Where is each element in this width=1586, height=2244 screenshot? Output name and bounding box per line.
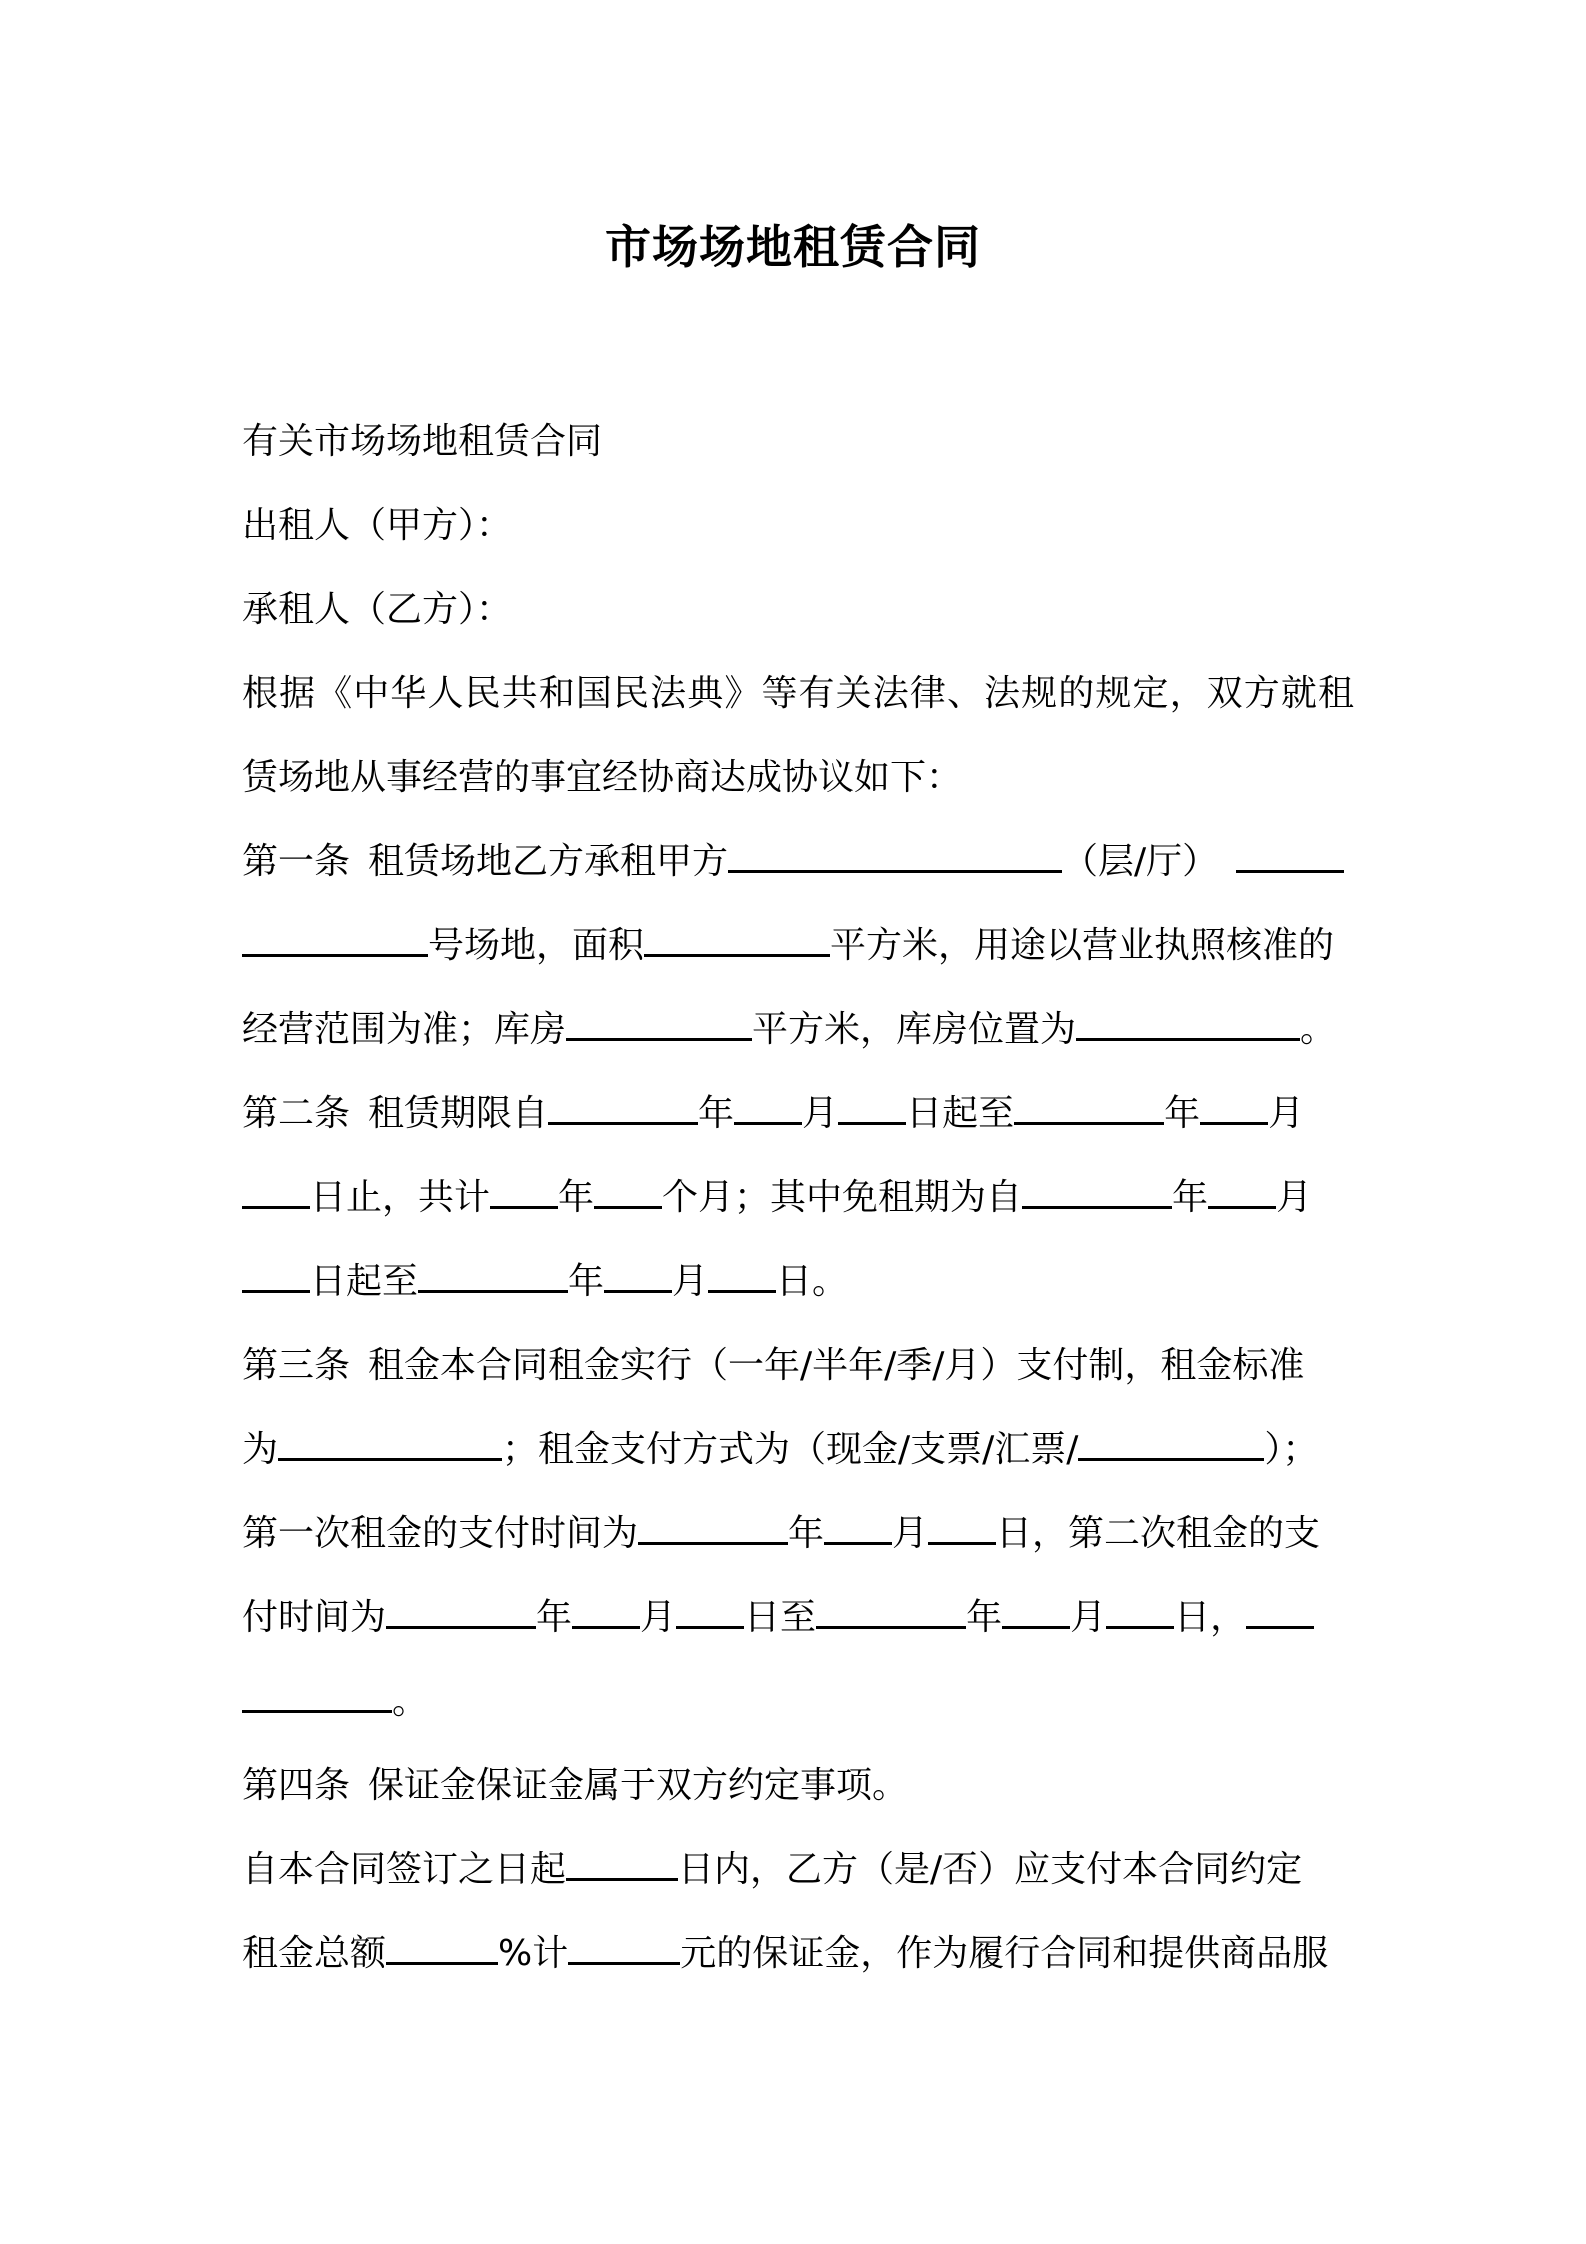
year-label: 年: [536, 1597, 573, 1638]
article-text: 为: [242, 1429, 279, 1470]
article2-line-1: [242, 1072, 1354, 1156]
blank-field: [816, 1602, 966, 1629]
article3-line-2: [242, 1408, 1354, 1492]
blank-field: [242, 1182, 310, 1209]
blank-field: [1236, 846, 1344, 873]
article-text: %计: [498, 1933, 569, 1974]
lessor-line: 出租人（甲方）：: [242, 505, 513, 546]
blank-field: [572, 1602, 640, 1629]
year-label: 年: [1164, 1093, 1201, 1134]
month-label: 月: [802, 1093, 839, 1134]
article-text: 平方米，库房位置为: [752, 1009, 1077, 1050]
article-text: 自本合同签订之日起: [242, 1849, 567, 1890]
document-body: [242, 400, 1354, 1996]
article-text: 日至: [744, 1597, 817, 1638]
blank-field: [638, 1518, 788, 1545]
blank-field: [594, 1182, 662, 1209]
article4-line-1: [242, 1744, 1354, 1828]
blank-field: [728, 846, 1062, 873]
blank-field: [1106, 1602, 1174, 1629]
article-label: 第一条: [242, 841, 351, 882]
article-text: 日，: [1174, 1597, 1247, 1638]
blank-field: [418, 1266, 568, 1293]
blank-field: [1246, 1602, 1314, 1629]
article1-line-3: [242, 988, 1354, 1072]
article2-line-3: [242, 1240, 1354, 1324]
blank-field: [490, 1182, 558, 1209]
article-text: 经营范围为准；库房: [242, 1009, 567, 1050]
article2-line-2: [242, 1156, 1354, 1240]
article-text: 日止，共计: [310, 1177, 491, 1218]
blank-field: [242, 930, 428, 957]
blank-field: [1014, 1098, 1164, 1125]
blank-field: [548, 1098, 698, 1125]
article-text: （层/厅）: [1062, 841, 1219, 882]
blank-field: [644, 930, 830, 957]
article1-line-1: [242, 820, 1354, 904]
blank-field: [386, 1938, 498, 1965]
article1-line-2: [242, 904, 1354, 988]
year-label: 年: [568, 1261, 605, 1302]
year-label: 年: [1172, 1177, 1209, 1218]
year-label: 年: [788, 1513, 825, 1554]
blank-field: [928, 1518, 996, 1545]
article-text: ）；: [1264, 1429, 1319, 1470]
article3-line-3: [242, 1492, 1354, 1576]
blank-field: [242, 1266, 310, 1293]
article-text: 付时间为: [242, 1597, 387, 1638]
article-text: 日起至: [310, 1261, 419, 1302]
article4-line-3: [242, 1912, 1354, 1996]
blank-field: [708, 1266, 776, 1293]
month-label: 月: [640, 1597, 677, 1638]
blank-field: [386, 1602, 536, 1629]
article-text: 租赁期限自: [368, 1093, 549, 1134]
blank-field: [1076, 1014, 1300, 1041]
year-label: 年: [698, 1093, 735, 1134]
blank-field: [568, 1938, 680, 1965]
article-text: 日起至: [906, 1093, 1015, 1134]
article-text: 租金总额: [242, 1933, 387, 1974]
blank-field: [1022, 1182, 1172, 1209]
article4-line-2: [242, 1828, 1354, 1912]
blank-field: [1078, 1434, 1264, 1461]
preamble-line-1: 根据《中华人民共和国民法典》等有关法律、法规的规定，双方就租: [242, 673, 1354, 714]
month-label: 月: [1276, 1177, 1313, 1218]
blank-field: [1200, 1098, 1268, 1125]
month-label: 月: [892, 1513, 929, 1554]
article-label: 第二条: [242, 1093, 351, 1134]
article-text: 个月；其中免租期为自: [662, 1177, 1023, 1218]
blank-field: [824, 1518, 892, 1545]
blank-field: [604, 1266, 672, 1293]
month-label: 月: [1070, 1597, 1107, 1638]
article-text: 第一次租金的支付时间为: [242, 1513, 639, 1554]
article-text: 保证金保证金属于双方约定事项。: [368, 1765, 909, 1806]
year-label: 年: [966, 1597, 1003, 1638]
article-text: 。: [1300, 1009, 1337, 1050]
blank-field: [676, 1602, 744, 1629]
blank-field: [734, 1098, 802, 1125]
month-label: 月: [672, 1261, 709, 1302]
article-text: 号场地，面积: [428, 925, 645, 966]
blank-field: [566, 1854, 678, 1881]
document-title: 市场场地租赁合同: [605, 220, 981, 274]
article-text: 元的保证金，作为履行合同和提供商品服: [680, 1933, 1329, 1974]
year-label: 年: [558, 1177, 595, 1218]
article3-line-5: [242, 1660, 1354, 1744]
article-text: 平方米，用途以营业执照核准的: [830, 925, 1335, 966]
blank-field: [242, 1686, 392, 1713]
article-text: ；租金支付方式为（现金/支票/汇票/: [502, 1429, 1079, 1470]
blank-field: [1002, 1602, 1070, 1629]
article-label: 第四条: [242, 1765, 351, 1806]
blank-field: [838, 1098, 906, 1125]
article-label: 第三条: [242, 1345, 351, 1386]
article-text: 日内，乙方（是/否）应支付本合同约定: [678, 1849, 1303, 1890]
article-text: 租金本合同租金实行（一年/半年/季/月）支付制，租金标准: [368, 1345, 1305, 1386]
article-text: 日。: [776, 1261, 849, 1302]
intro-line: 有关市场场地租赁合同: [242, 421, 603, 462]
article-text: 日，第二次租金的支: [996, 1513, 1321, 1554]
month-label: 月: [1268, 1093, 1305, 1134]
article-text: 。: [392, 1681, 429, 1722]
preamble-line-2: 赁场地从事经营的事宜经协商达成协议如下：: [242, 757, 963, 798]
article-text: 租赁场地乙方承租甲方: [368, 841, 729, 882]
blank-field: [1208, 1182, 1276, 1209]
article3-line-4: [242, 1576, 1354, 1660]
article3-line-1: [242, 1324, 1354, 1408]
blank-field: [278, 1434, 502, 1461]
blank-field: [566, 1014, 752, 1041]
lessee-line: 承租人（乙方）：: [242, 589, 513, 630]
